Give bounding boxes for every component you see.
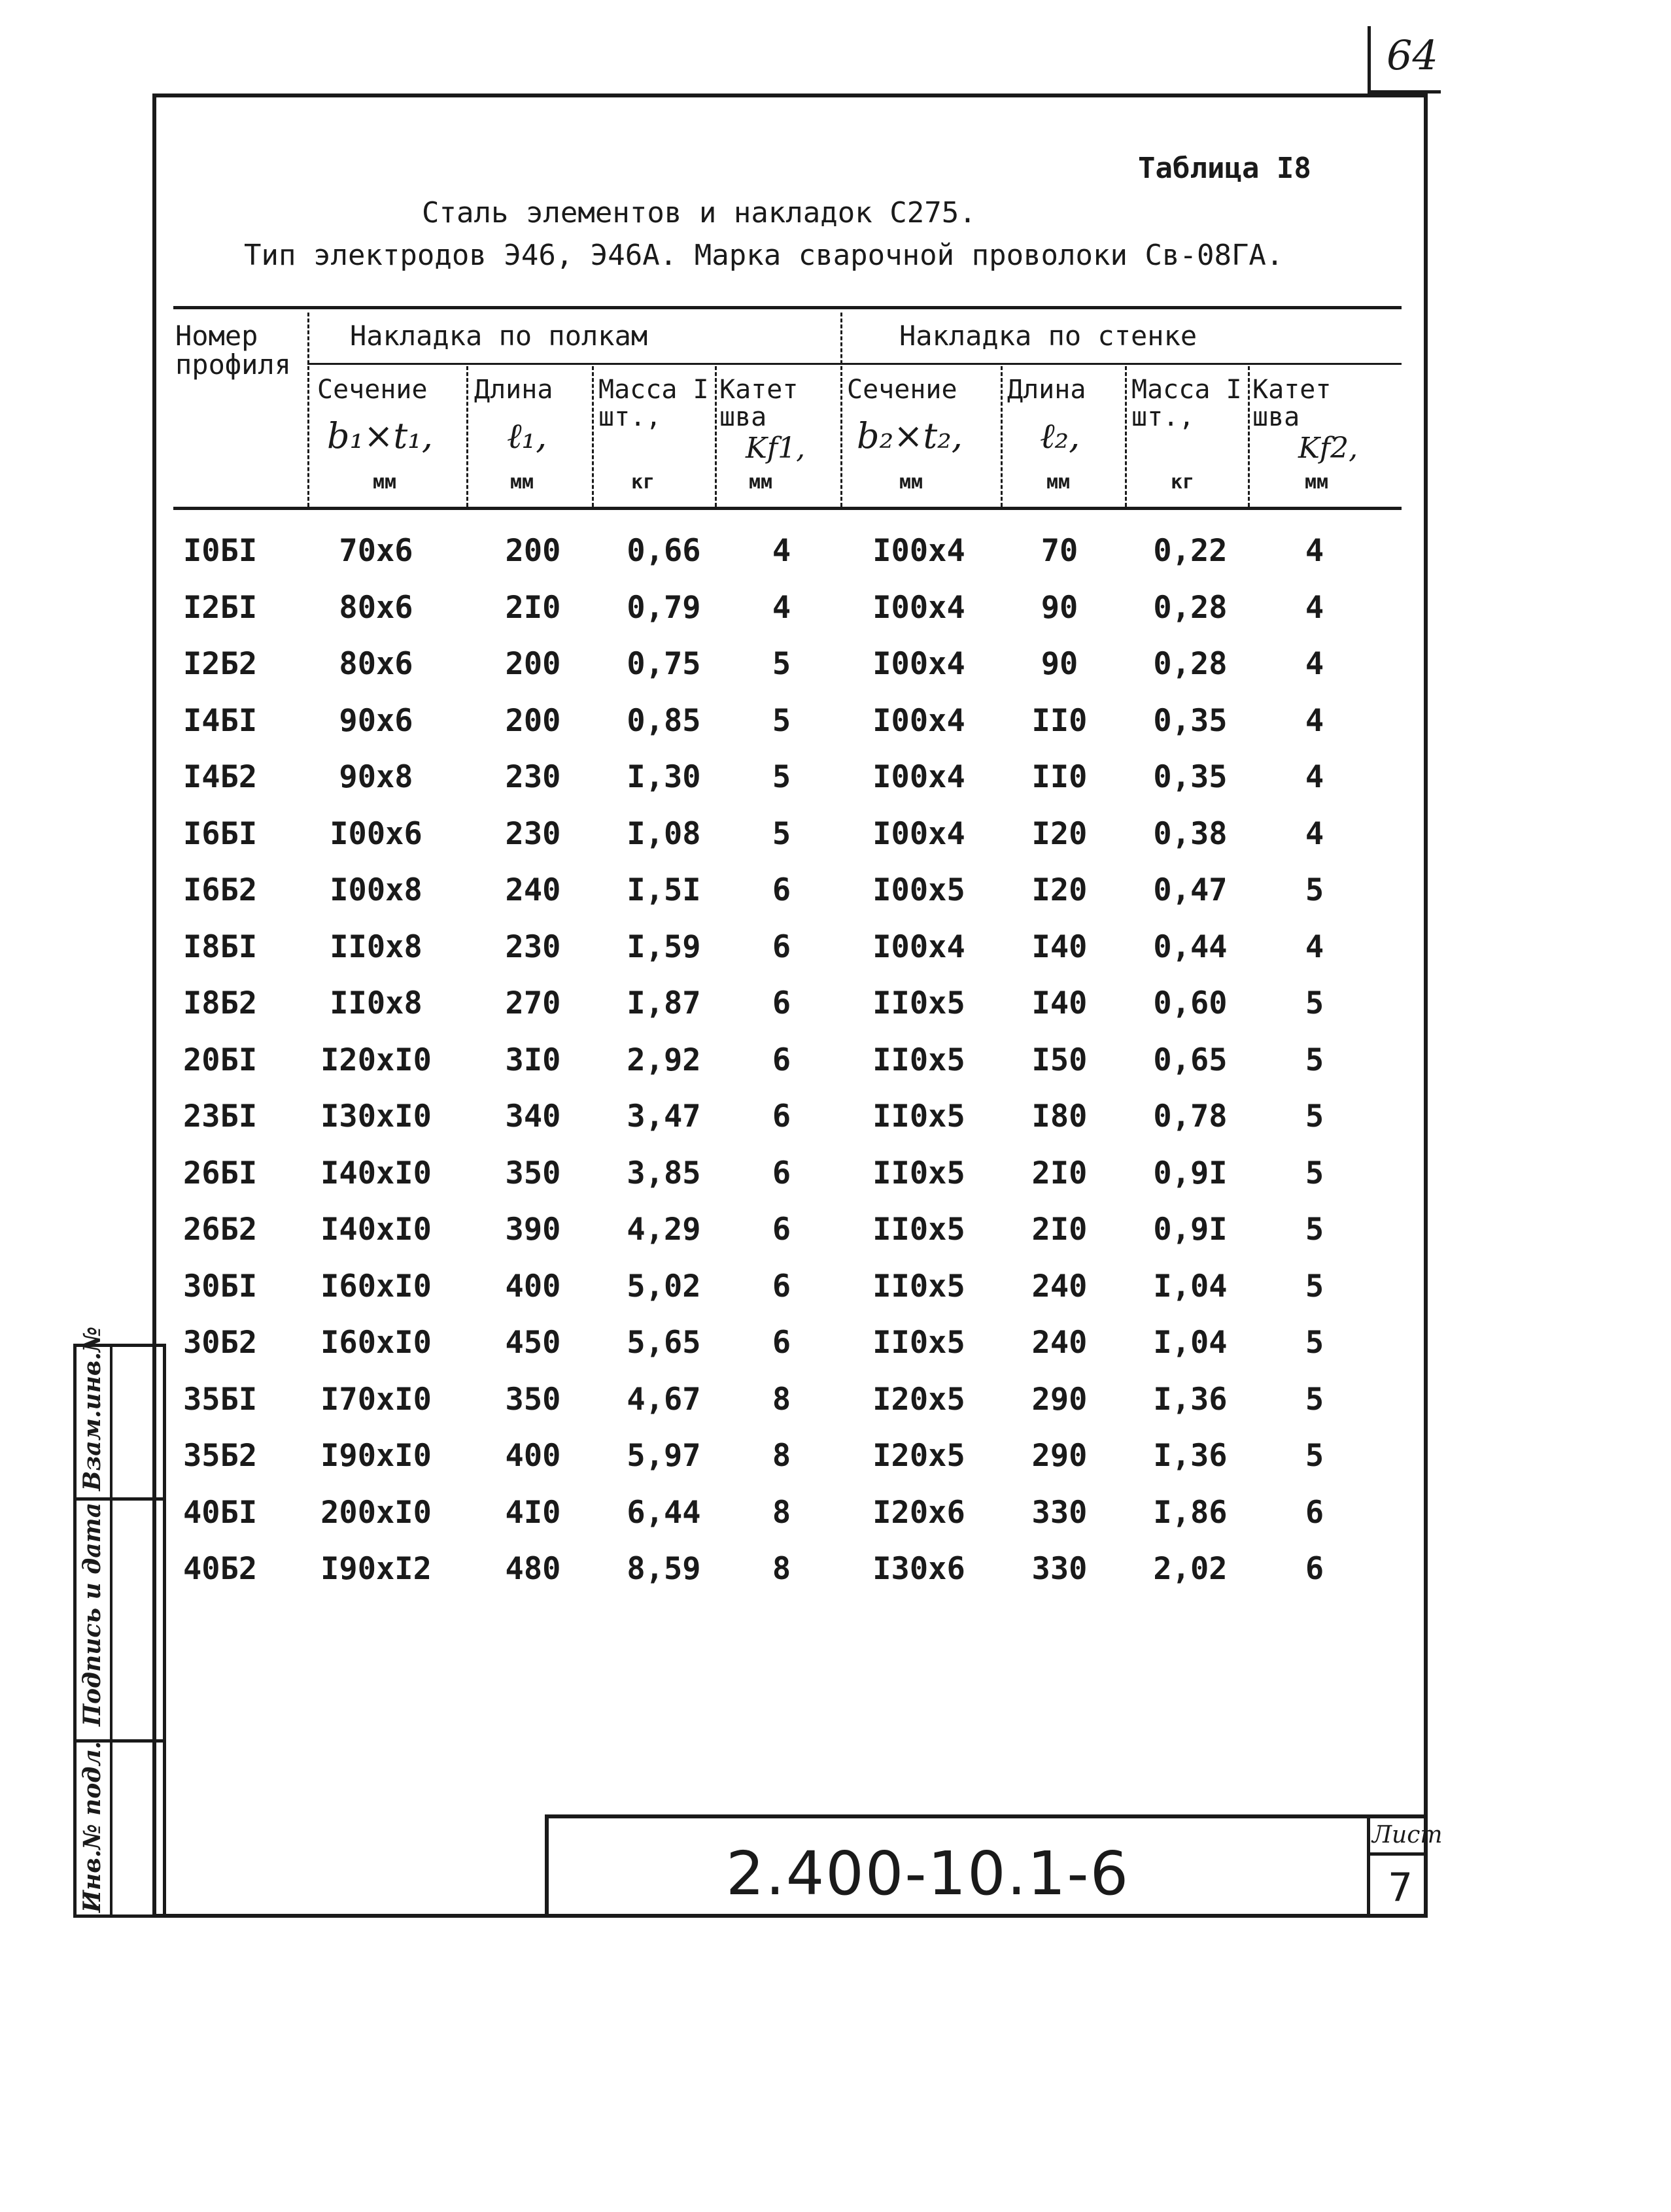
table-cell: 340 — [505, 1098, 561, 1134]
table-cell: 5 — [772, 702, 791, 739]
title-line-2: Тип электродов Э46, Э46А. Марка сварочной проволоки Св-08ГА. — [244, 239, 1284, 272]
side-stamp-sign-date: Подпись и дата — [78, 1502, 106, 1726]
table-cell: 5 — [1305, 1381, 1324, 1418]
table-cell: II0x5 — [872, 1325, 965, 1361]
header-top-rule — [173, 306, 1402, 309]
table-cell: 0,44 — [1153, 928, 1228, 965]
table-cell: 400 — [505, 1268, 561, 1304]
table-cell: 8 — [772, 1494, 791, 1531]
table-cell: I00x4 — [872, 646, 965, 682]
table-row — [0, 590, 1671, 646]
table-cell: I2БI — [183, 589, 258, 626]
sheet-number: 7 — [1388, 1865, 1413, 1911]
table-cell: 2I0 — [1031, 1155, 1088, 1191]
table-cell: II0x5 — [872, 1098, 965, 1134]
table-cell: 200 — [505, 646, 561, 682]
table-cell: 290 — [1031, 1381, 1088, 1418]
table-cell: 5 — [1305, 1098, 1324, 1134]
table-cell: 2I0 — [1031, 1212, 1088, 1248]
table-cell: I40xI0 — [320, 1212, 432, 1248]
table-cell: I00x4 — [872, 533, 965, 569]
header-flange-mass-unit: кг — [631, 471, 655, 494]
table-cell: II0x5 — [872, 985, 965, 1021]
header-web-section-var: b₂×t₂, — [857, 415, 963, 456]
table-cell: 30Б2 — [183, 1325, 258, 1361]
table-row — [0, 759, 1671, 815]
table-cell: 8 — [772, 1438, 791, 1474]
table-row — [0, 929, 1671, 985]
col-sep — [466, 366, 468, 507]
table-cell: 4 — [772, 589, 791, 626]
table-cell: 8 — [772, 1551, 791, 1587]
table-cell: 0,78 — [1153, 1098, 1228, 1134]
header-web-leg: Катет шва — [1252, 375, 1332, 432]
table-cell: I40 — [1031, 928, 1088, 965]
header-profile: Номер профиля — [175, 320, 292, 381]
header-flange-section-var: b₁×t₁, — [327, 415, 433, 456]
table-row — [0, 1495, 1671, 1551]
table-cell: 0,35 — [1153, 759, 1228, 795]
page-number: 64 — [1387, 31, 1438, 79]
table-cell: 240 — [1031, 1268, 1088, 1304]
table-cell: 90x6 — [339, 702, 413, 739]
table-cell: 350 — [505, 1381, 561, 1418]
table-cell: 5,02 — [627, 1268, 701, 1304]
header-flange-mass: Масса I шт., — [598, 375, 709, 432]
table-row — [0, 533, 1671, 589]
header-web-leg-unit: мм — [1305, 471, 1329, 494]
table-cell: 2I0 — [505, 589, 561, 626]
header-web-length-var: ℓ₂, — [1040, 415, 1080, 456]
table-cell: 240 — [505, 872, 561, 908]
table-cell: I20xI0 — [320, 1042, 432, 1078]
table-cell: 0,65 — [1153, 1042, 1228, 1078]
header-web-section: Сечение — [847, 375, 957, 405]
table-cell: I00x4 — [872, 928, 965, 965]
table-cell: 5,65 — [627, 1325, 701, 1361]
table-cell: I00x4 — [872, 702, 965, 739]
table-cell: 350 — [505, 1155, 561, 1191]
table-cell: 6 — [772, 1155, 791, 1191]
table-cell: I,59 — [627, 928, 701, 965]
title-line-1: Сталь элементов и накладок С275. — [422, 196, 976, 230]
table-cell: 450 — [505, 1325, 561, 1361]
table-cell: 0,9I — [1153, 1212, 1228, 1248]
table-row — [0, 1155, 1671, 1212]
table-cell: 0,66 — [627, 533, 701, 569]
table-cell: 3,47 — [627, 1098, 701, 1134]
table-cell: 6 — [772, 1042, 791, 1078]
table-cell: I8Б2 — [183, 985, 258, 1021]
table-cell: I60xI0 — [320, 1268, 432, 1304]
table-cell: 5 — [1305, 1212, 1324, 1248]
table-cell: 0,28 — [1153, 646, 1228, 682]
table-cell: 5 — [1305, 1155, 1324, 1191]
table-cell: 90 — [1041, 589, 1078, 626]
table-cell: 3I0 — [505, 1042, 561, 1078]
col-sep — [592, 366, 594, 507]
table-cell: 400 — [505, 1438, 561, 1474]
header-web-mass-unit: кг — [1171, 471, 1195, 494]
table-cell: I00x5 — [872, 872, 965, 908]
table-cell: 0,9I — [1153, 1155, 1228, 1191]
table-cell: 480 — [505, 1551, 561, 1587]
table-cell: 0,38 — [1153, 815, 1228, 852]
table-row — [0, 985, 1671, 1042]
table-cell: 6 — [772, 872, 791, 908]
header-flange-length-var: ℓ₁, — [507, 415, 547, 456]
table-cell: 230 — [505, 928, 561, 965]
table-cell: 4 — [1305, 928, 1324, 965]
header-flange-leg: Катет шва — [719, 375, 799, 432]
side-stamp-inv-orig: Инв.№ подл. — [78, 1741, 106, 1913]
table-cell: I,5I — [627, 872, 701, 908]
table-cell: I00x6 — [330, 815, 422, 852]
table-cell: 6 — [772, 928, 791, 965]
table-cell: I60xI0 — [320, 1325, 432, 1361]
col-sep — [840, 313, 842, 507]
table-cell: 5 — [1305, 1325, 1324, 1361]
table-cell: 270 — [505, 985, 561, 1021]
table-cell: 2,92 — [627, 1042, 701, 1078]
header-bottom-rule — [173, 507, 1402, 510]
table-cell: I20x5 — [872, 1381, 965, 1418]
table-cell: I30x6 — [872, 1551, 965, 1587]
table-cell: 6 — [1305, 1551, 1324, 1587]
table-cell: 23БI — [183, 1098, 258, 1134]
table-cell: I,04 — [1153, 1325, 1228, 1361]
table-cell: 330 — [1031, 1494, 1088, 1531]
header-flange-leg-unit: мм — [749, 471, 773, 494]
table-cell: 4 — [1305, 589, 1324, 626]
table-cell: II0x8 — [330, 928, 422, 965]
table-cell: 20БI — [183, 1042, 258, 1078]
table-cell: I00x4 — [872, 815, 965, 852]
table-cell: II0 — [1031, 702, 1088, 739]
table-cell: II0x8 — [330, 985, 422, 1021]
table-cell: II0x5 — [872, 1155, 965, 1191]
header-flange-section-unit: мм — [373, 471, 397, 494]
table-cell: 5 — [772, 759, 791, 795]
table-row — [0, 703, 1671, 759]
table-cell: 5 — [772, 646, 791, 682]
sheet-divider — [1367, 1852, 1428, 1856]
table-cell: 8 — [772, 1381, 791, 1418]
header-mid-rule — [307, 363, 1402, 365]
table-cell: 200 — [505, 533, 561, 569]
table-cell: 200xI0 — [320, 1494, 432, 1531]
table-cell: 6,44 — [627, 1494, 701, 1531]
table-cell: I6Б2 — [183, 872, 258, 908]
table-cell: I,04 — [1153, 1268, 1228, 1304]
table-cell: 390 — [505, 1212, 561, 1248]
table-row — [0, 1212, 1671, 1268]
table-cell: 30БI — [183, 1268, 258, 1304]
table-label: Таблица I8 — [1138, 152, 1311, 185]
table-cell: 0,85 — [627, 702, 701, 739]
table-cell: 26Б2 — [183, 1212, 258, 1248]
table-cell: I40 — [1031, 985, 1088, 1021]
table-row — [0, 1098, 1671, 1155]
table-row — [0, 816, 1671, 872]
table-cell: I0БI — [183, 533, 258, 569]
table-row — [0, 1551, 1671, 1607]
table-cell: I00x4 — [872, 589, 965, 626]
table-cell: 0,35 — [1153, 702, 1228, 739]
table-cell: I20x6 — [872, 1494, 965, 1531]
header-web-section-unit: мм — [899, 471, 923, 494]
table-cell: 4,29 — [627, 1212, 701, 1248]
side-stamp-inv-repl: Взам.инв.№ — [78, 1326, 106, 1491]
table-cell: I2Б2 — [183, 646, 258, 682]
col-sep — [307, 313, 309, 507]
header-web-mass: Масса I шт., — [1131, 375, 1242, 432]
table-cell: II0x5 — [872, 1042, 965, 1078]
table-cell: I,36 — [1153, 1381, 1228, 1418]
table-cell: 6 — [772, 1268, 791, 1304]
table-cell: I6БI — [183, 815, 258, 852]
table-row — [0, 1382, 1671, 1438]
table-cell: 6 — [772, 1212, 791, 1248]
table-cell: 4 — [1305, 646, 1324, 682]
table-cell: 80x6 — [339, 589, 413, 626]
table-cell: 5 — [772, 815, 791, 852]
table-cell: II0x5 — [872, 1268, 965, 1304]
table-cell: I,08 — [627, 815, 701, 852]
header-flange-length: Длина — [474, 375, 553, 405]
table-cell: I50 — [1031, 1042, 1088, 1078]
table-cell: 5 — [1305, 985, 1324, 1021]
table-cell: 6 — [1305, 1494, 1324, 1531]
table-cell: 90x8 — [339, 759, 413, 795]
side-stamp-divider — [73, 1497, 166, 1501]
table-cell: I70xI0 — [320, 1381, 432, 1418]
table-cell: 4,67 — [627, 1381, 701, 1418]
header-web-length-unit: мм — [1046, 471, 1071, 494]
header-group-flange: Накладка по полкам — [350, 320, 648, 352]
table-cell: I90xI2 — [320, 1551, 432, 1587]
table-cell: 6 — [772, 985, 791, 1021]
table-cell: 4 — [1305, 815, 1324, 852]
table-cell: II0 — [1031, 759, 1088, 795]
table-cell: 290 — [1031, 1438, 1088, 1474]
table-cell: I30xI0 — [320, 1098, 432, 1134]
header-flange-section: Сечение — [317, 375, 428, 405]
table-cell: I80 — [1031, 1098, 1088, 1134]
table-cell: 0,60 — [1153, 985, 1228, 1021]
table-cell: 70x6 — [339, 533, 413, 569]
col-sep — [1125, 366, 1127, 507]
table-cell: 26БI — [183, 1155, 258, 1191]
table-cell: 240 — [1031, 1325, 1088, 1361]
table-cell: I20x5 — [872, 1438, 965, 1474]
table-cell: I,87 — [627, 985, 701, 1021]
table-cell: 230 — [505, 815, 561, 852]
table-row — [0, 1438, 1671, 1494]
table-cell: 35Б2 — [183, 1438, 258, 1474]
table-cell: 4 — [1305, 533, 1324, 569]
table-cell: 3,85 — [627, 1155, 701, 1191]
table-cell: 200 — [505, 702, 561, 739]
table-cell: I20 — [1031, 815, 1088, 852]
table-cell: 4 — [1305, 759, 1324, 795]
table-cell: I,36 — [1153, 1438, 1228, 1474]
side-stamp-col — [110, 1344, 112, 1918]
table-cell: 35БI — [183, 1381, 258, 1418]
sheet-label: Лист — [1372, 1822, 1443, 1848]
table-row — [0, 1268, 1671, 1325]
table-cell: I,86 — [1153, 1494, 1228, 1531]
header-flange-leg-var: Kf1, — [746, 432, 806, 465]
table-row — [0, 646, 1671, 702]
table-cell: 6 — [772, 1098, 791, 1134]
table-row — [0, 1325, 1671, 1381]
table-cell: 5 — [1305, 872, 1324, 908]
table-cell: I00x8 — [330, 872, 422, 908]
table-cell: 0,79 — [627, 589, 701, 626]
table-cell: 5 — [1305, 1438, 1324, 1474]
table-cell: II0x5 — [872, 1212, 965, 1248]
table-cell: 40БI — [183, 1494, 258, 1531]
table-cell: 4 — [1305, 702, 1324, 739]
col-sep — [1001, 366, 1003, 507]
table-cell: 0,47 — [1153, 872, 1228, 908]
table-cell: I8БI — [183, 928, 258, 965]
col-sep — [1248, 366, 1250, 507]
table-cell: I4Б2 — [183, 759, 258, 795]
table-cell: 0,28 — [1153, 589, 1228, 626]
table-cell: 90 — [1041, 646, 1078, 682]
table-cell: 4I0 — [505, 1494, 561, 1531]
table-cell: 330 — [1031, 1551, 1088, 1587]
table-cell: 80x6 — [339, 646, 413, 682]
table-cell: 4 — [772, 533, 791, 569]
table-cell: I90xI0 — [320, 1438, 432, 1474]
table-cell: 8,59 — [627, 1551, 701, 1587]
header-web-leg-var: Kf2, — [1298, 432, 1358, 465]
col-sep — [715, 366, 717, 507]
header-web-length: Длина — [1007, 375, 1086, 405]
table-cell: 0,22 — [1153, 533, 1228, 569]
table-cell: 0,75 — [627, 646, 701, 682]
table-cell: I00x4 — [872, 759, 965, 795]
table-cell: 5 — [1305, 1042, 1324, 1078]
table-cell: I,30 — [627, 759, 701, 795]
table-cell: 6 — [772, 1325, 791, 1361]
table-cell: 5,97 — [627, 1438, 701, 1474]
table-cell: 70 — [1041, 533, 1078, 569]
header-group-web: Накладка по стенке — [899, 320, 1197, 352]
table-cell: 5 — [1305, 1268, 1324, 1304]
header-flange-length-unit: мм — [510, 471, 534, 494]
table-cell: 2,02 — [1153, 1551, 1228, 1587]
table-row — [0, 1042, 1671, 1098]
table-cell: I20 — [1031, 872, 1088, 908]
document-code: 2.400-10.1-6 — [726, 1839, 1130, 1909]
table-row — [0, 872, 1671, 928]
table-cell: I40xI0 — [320, 1155, 432, 1191]
table-cell: I4БI — [183, 702, 258, 739]
table-cell: 230 — [505, 759, 561, 795]
table-cell: 40Б2 — [183, 1551, 258, 1587]
